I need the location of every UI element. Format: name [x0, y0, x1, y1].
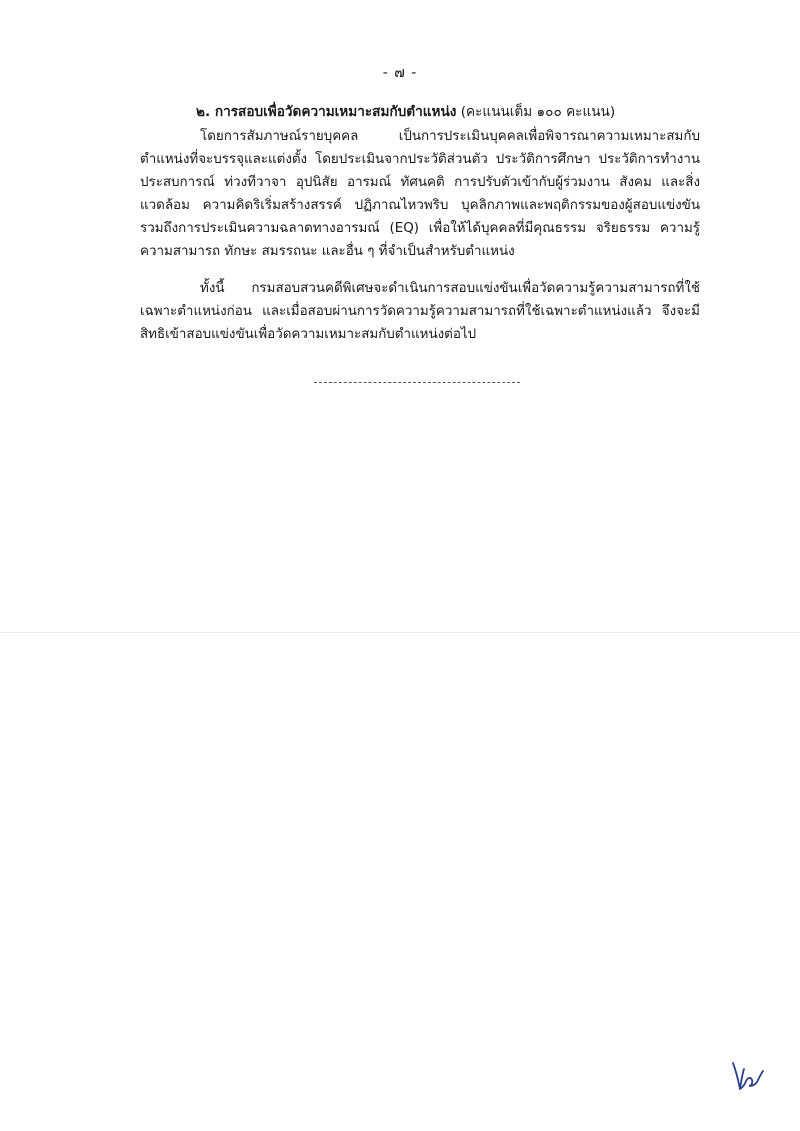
handwritten-initials-icon: [730, 1057, 766, 1095]
document-body: [140, 100, 700, 346]
end-of-section-divider: [314, 382, 520, 383]
paragraph-exam-order-note: ทั้งนี้ กรมสอบสวนคดีพิเศษจะดำเนินการสอบแข่งขันเพื่อวัดความรู้ความสามารถที่ใช้เฉพาะตำแหน่งก่อน และเมื่อสอบผ่านการวัดความรู้ความสามารถที่ใช้เฉพาะตำแหน่งแล้ว จึงจะมีสิทธิเข้าสอบแข่งขันเพื่อวัดความเหมาะสมกับตำแหน่งต่อไป: [140, 281, 700, 342]
section-heading: [196, 100, 700, 124]
scan-fold-line: [0, 632, 800, 633]
page-number: - ๗ -: [382, 65, 418, 81]
section-heading-title: ๒. การสอบเพื่อวัดความเหมาะสมกับตำแหน่ง: [196, 104, 457, 120]
paragraph-interview-description: โดยการสัมภาษณ์รายบุคคล เป็นการประเมินบุคคลเพื่อพิจารณาความเหมาะสมกับตำแหน่งที่จะบรรจุและแต่งตั้ง โดยประเมินจากประวัติส่วนตัว ประวัติการศึกษา ประวัติการทำงาน ประสบการณ์ ท่วงทีวาจา อุปนิสัย อารมณ์ ทัศนคติ การปรับตัวเข้ากับผู้ร่วมงาน สังคม และสิ่งแวดล้อม ความคิดริเริ่มสร้างสรรค์ ปฏิภาณไหวพริบ บุคลิกภาพและพฤติกรรมของผู้สอบแข่งขัน รวมถึงการประเมินความฉลาดทางอารมณ์ (EQ) เพื่อให้ได้บุคคลที่มีคุณธรรม จริยธรรม ความรู้ความสามารถ ทักษะ สมรรถนะ และอื่น ๆ ที่จำเป็นสำหรับตำแหน่ง: [140, 129, 701, 259]
section-heading-score-note: (คะแนนเต็ม ๑๐๐ คะแนน): [460, 104, 616, 120]
